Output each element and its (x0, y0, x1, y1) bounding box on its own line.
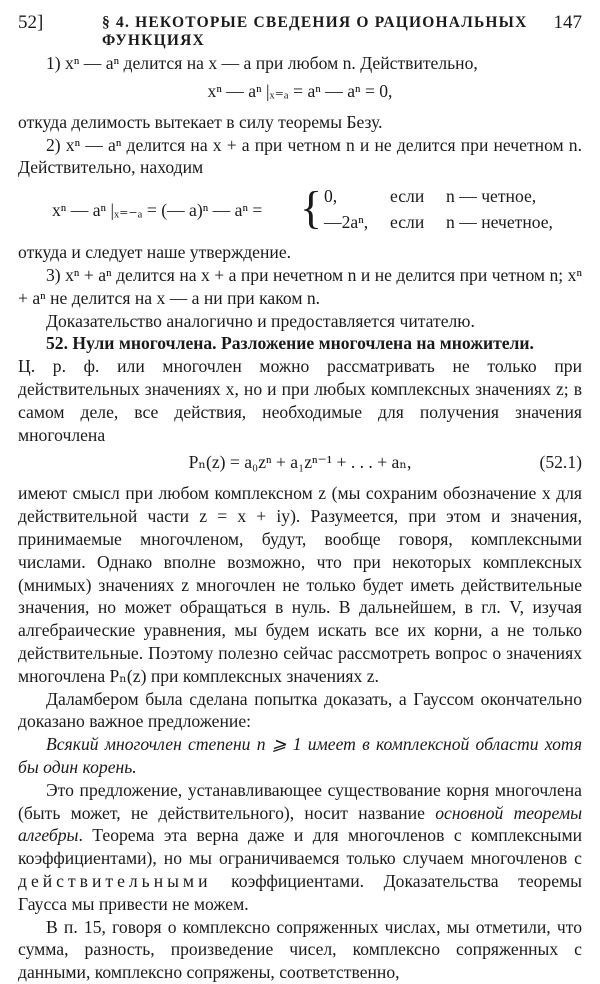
item2-conclusion: откуда и следует наше утверждение. (18, 242, 292, 263)
case-even-word: если (390, 186, 425, 207)
section-52-paragraph-4: В п. 15, говоря о комплексно сопряженных числах, мы отметили, что сумма, разность, произведение чисел, комплексно сопряженных с данными, комплексно сопряжены, соответственно, (18, 916, 582, 983)
page-header (18, 12, 582, 49)
para3-term: основной теоремы алгебры (18, 802, 582, 846)
item2-statement: 2) xⁿ — aⁿ делится на x + a при четном n и не делится при нечетном n. Действительно, находим (18, 134, 582, 178)
item3-statement: 3) xⁿ + aⁿ делится на x + a при нечетном n и не делится при четном n; xⁿ + aⁿ не делится на x — a ни при каком n. (18, 264, 582, 308)
case-odd-value: —2aⁿ, (324, 212, 369, 233)
section-52-paragraph-3 (18, 779, 582, 916)
section-52-intro: Ц. р. ф. или многочлен можно рассматривать не только при действительных значениях x, но и при любых комплексных значениях z; в самом деле, все действия, необходимые для получения значения многочлена (18, 356, 582, 445)
case-even-value: 0, (324, 186, 338, 207)
polynomial-formula: Pₙ(z) = a₀zⁿ + a₁zⁿ⁻¹ + . . . + aₙ, (188, 452, 412, 473)
section-52-paragraph-2: Даламбером была сделана попытка доказать, а Гауссом окончательно доказано важное предложение: (18, 688, 582, 732)
case-even-condition: n — четное, (446, 186, 537, 207)
cases-brace: { (300, 182, 323, 234)
item1-statement: 1) xⁿ — aⁿ делится на x — a при любом n. Действительно, (46, 53, 478, 73)
item2-formula-lhs: xⁿ — aⁿ |ₓ₌₋ₐ = (— a)ⁿ — aⁿ = (52, 200, 263, 221)
case-row-odd (324, 211, 594, 234)
para3-part-a: Это предложение, устанавливающее существование корня многочлена (быть может, не действительного), носит название (18, 779, 582, 823)
item1-formula: xⁿ — aⁿ |ₓ₌ₐ = aⁿ — aⁿ = 0, (207, 80, 393, 101)
running-title: § 4. НЕКОТОРЫЕ СВЕДЕНИЯ О РАЦИОНАЛЬНЫХ ФУНКЦИЯХ (102, 14, 528, 49)
case-row-even (324, 185, 594, 208)
item2-cases-formula (18, 183, 582, 239)
item1-formula-block (18, 77, 582, 107)
item3-proof-note: Доказательство аналогично и предоставляется читателю. (46, 310, 475, 331)
para3-part-b: . Теорема эта верна даже и для многочленов с комплексными коэффициентами), но мы ограничиваемся только случаем многочленов с (18, 825, 582, 869)
fundamental-theorem-statement: Всякий многочлен степени n ⩾ 1 имеет в комплексной области хотя бы один корень. (18, 734, 582, 777)
chapter-page-marker: 52] (18, 12, 44, 33)
case-odd-word: если (390, 212, 425, 233)
section-52-paragraph-1: имеют смысл при любом комплексном z (мы сохраним обозначение x для действительной части z = x + iy). Разумеется, при этом и значения, принимаемые многочленом, будут, вообще говоря, комплексными числами. Однако вполне возможно, что при некоторых комплексных (мнимых) значениях z многочлен не только будет иметь действительные значения, но может обращаться в нуль. В дальнейшем, в гл. V, изучая алгебраические уравнения, мы будем искать все их корни, а не только действительные. Поэтому полезно сейчас рассмотреть вопрос о значениях многочлена Pₙ(z) при комплексных значениях z. (18, 483, 582, 686)
para3-part-c: коэффициентами. Доказательства теоремы Гаусса мы привести не можем. (18, 870, 582, 914)
polynomial-formula-block (18, 448, 582, 478)
item1-conclusion: откуда делимость вытекает в силу теоремы Безу. (18, 111, 383, 132)
section-52-title: 52. Нули многочлена. Разложение многочлена на множители. (46, 333, 534, 354)
case-odd-condition: n — нечетное, (446, 212, 553, 233)
formula-number: (52.1) (539, 452, 582, 473)
para3-spaced-word: действительными (18, 870, 212, 891)
page-number: 147 (553, 12, 582, 33)
page-body (18, 52, 582, 984)
